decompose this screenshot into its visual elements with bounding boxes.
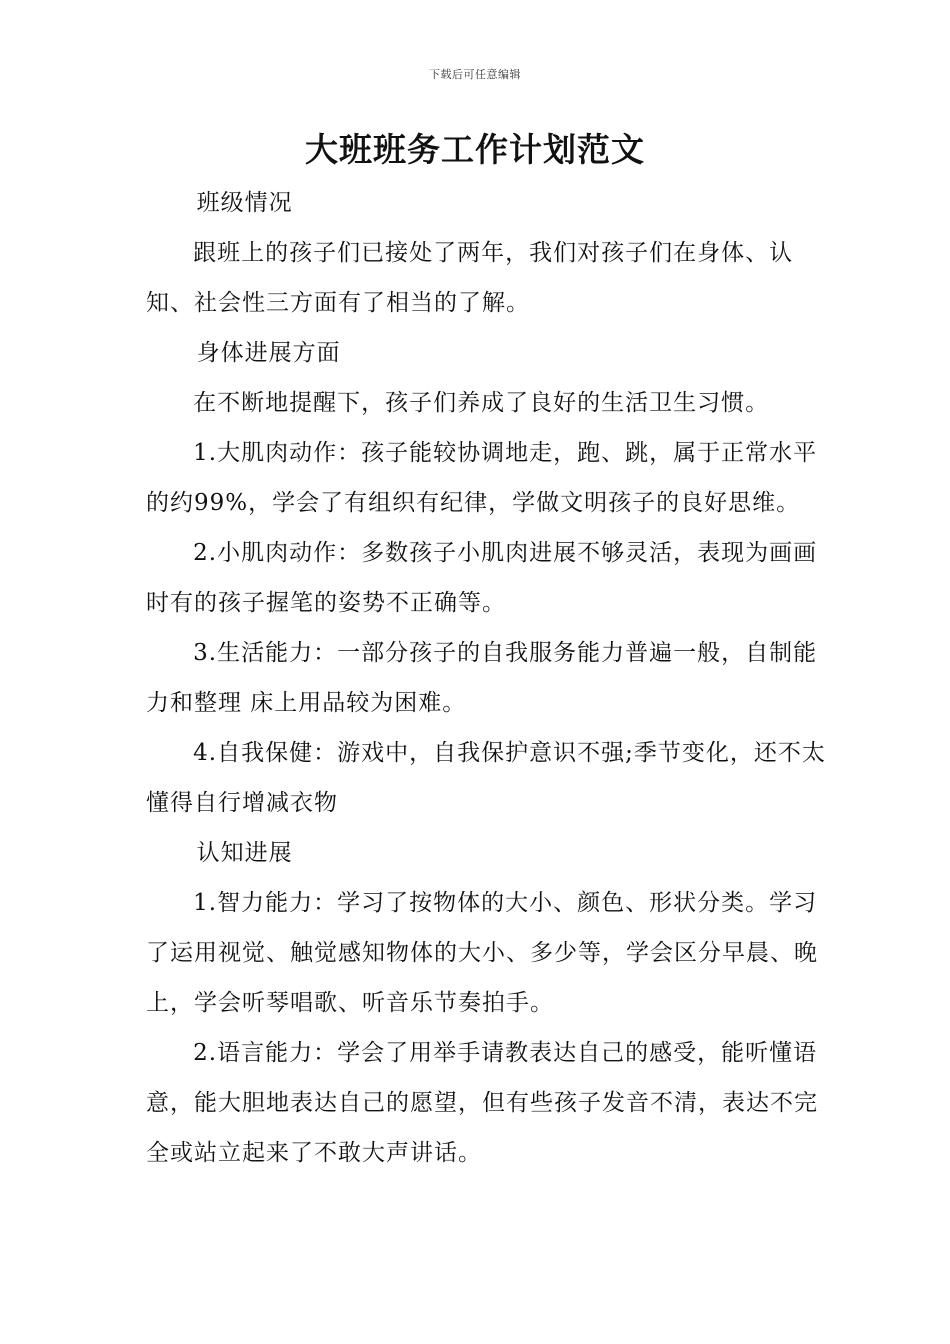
header-note: 下载后可任意编辑 <box>429 68 521 81</box>
paragraph-item-fine-motor: 2.小肌肉动作：多数孩子小肌肉进展不够灵活，表现为画画时有的孩子握笔的姿势不正确等。 <box>146 540 818 616</box>
paragraph-item-self-care: 4.自我保健：游戏中，自我保护意识不强;季节变化，还不太懂得自行增减衣物 <box>146 740 826 816</box>
section-heading-physical: 身体进展方面 <box>196 340 341 366</box>
paragraph-habits: 在不断地提醒下，孩子们养成了良好的生活卫生习惯。 <box>193 390 770 416</box>
paragraph-item-life-skills: 3.生活能力：一部分孩子的自我服务能力普遍一般，自制能力和整理 床上用品较为困难。 <box>146 640 818 716</box>
paragraph-item-gross-motor: 1.大肌肉动作：孩子能较协调地走，跑、跳，属于正常水平的约99%，学会了有组织有纪律，学做文明孩子的良好思维。 <box>146 440 818 516</box>
paragraph-item-language: 2.语言能力：学会了用举手请教表达自己的感受，能听懂语意，能大胆地表达自己的愿望，但有些孩子发音不清，表达不完全或站立起来了不敢大声讲话。 <box>146 1040 818 1166</box>
section-heading-cognitive: 认知进展 <box>196 840 293 866</box>
section-heading-class-situation: 班级情况 <box>196 190 293 216</box>
paragraph-intro: 跟班上的孩子们已接处了两年，我们对孩子们在身体、认知、社会性三方面有了相当的了解。 <box>146 240 794 316</box>
document-body <box>146 178 836 1178</box>
paragraph-item-intelligence: 1.智力能力：学习了按物体的大小、颜色、形状分类。学习了运用视觉、触觉感知物体的大小、多少等，学会区分早晨、晚上，学会听琴唱歌、听音乐节奏拍手。 <box>146 890 818 1016</box>
document-title: 大班班务工作计划范文 <box>305 130 645 169</box>
